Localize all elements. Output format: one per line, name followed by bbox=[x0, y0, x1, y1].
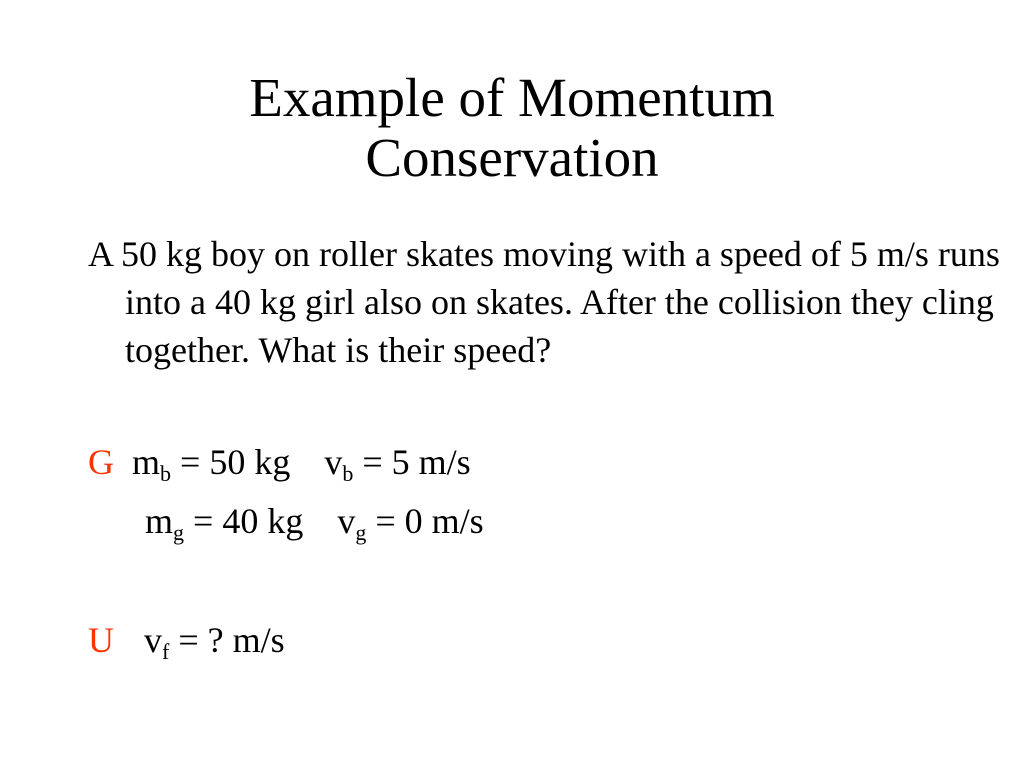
boy-velocity: $v_b = 5$ m/s bbox=[324, 442, 471, 486]
title-line-1: Example of Momentum bbox=[249, 67, 775, 128]
problem-statement: A 50 kg boy on roller skates moving with a speed of 5 m/s runs into a 40 kg girl also on skates. After the collision they cling together. What is their speed? bbox=[88, 234, 1000, 370]
unknown-letter: U bbox=[88, 620, 114, 660]
girl-velocity: $v_g = 0$ m/s bbox=[337, 501, 484, 545]
given-letter: G bbox=[88, 442, 114, 482]
boy-mass: $m_b = 50$ kg bbox=[132, 442, 291, 486]
slide-title bbox=[0, 68, 1024, 188]
unknown-row bbox=[88, 620, 285, 664]
final-velocity: $v_f$ = ? m/s bbox=[144, 620, 285, 664]
girl-mass: $m_g = 40$ kg bbox=[145, 501, 304, 545]
title-line-2: Conservation bbox=[365, 127, 659, 188]
given-row-2 bbox=[145, 501, 484, 545]
given-row-1 bbox=[88, 442, 471, 486]
